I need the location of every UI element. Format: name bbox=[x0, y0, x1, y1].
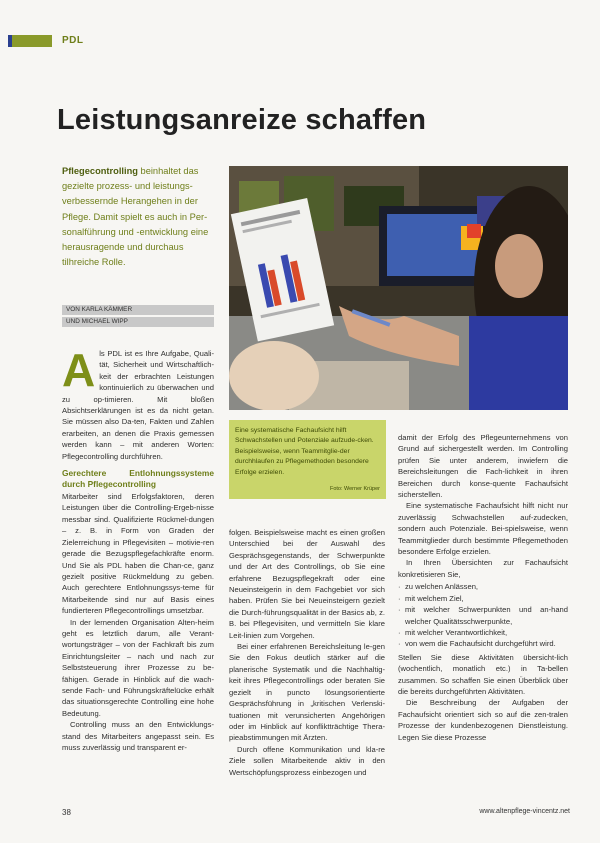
intro-text: beinhaltet das gezielte prozess- und leistungs-verbessernde Herangehen in der Pflege. Damit spielt es auch in Per-sonalführung und -entwicklung eine herausragende und durchaus tilhreiche Rolle. bbox=[62, 166, 209, 268]
paragraph: Stellen Sie diese Aktivitäten übersicht-lich (wochentlich, monatlich etc.) in Ta-bellen zusammen. So schaffen Sie einen Überblick über die bereits durchgeführten Aktivitäten. bbox=[398, 652, 568, 696]
text-column-3 bbox=[398, 432, 568, 743]
bullet-item: · mit welchem Ziel, bbox=[398, 593, 568, 604]
byline-author-2: UND MICHAEL WIPP bbox=[62, 317, 214, 327]
bullet-list bbox=[398, 581, 568, 649]
section-color-bar bbox=[8, 35, 52, 47]
paragraph: damit der Erfolg des Pflegeunternehmens von Grund auf sichergestellt werden. Im Controlling prüfen Sie unter anderem, inwiefern die Bereichsleitungen die Fach-lichkeit in ihren Bereichen durch konse-quente Fachaufsicht sicherstellen. bbox=[398, 433, 568, 500]
paragraph: folgen. Beispielsweise macht es einen großen Unterschied bei der Auswahl des Gesprächsgegenstands, der Schwerpunkte und der Art des Controllings, ob Sie eine erfahrene Bezugspflegekraft oder eine Neueinsteigerin in dem Fachgebiet vor sich haben. Prüfen Sie bei Neueinsteigern gezielt die Durch-führungsqualität in der Basics ab, z. B. bei Pflegevisiten, und vermitteln Sie klare Leit-linien zum Vorgehen. bbox=[229, 528, 385, 640]
bullet-item: · mit welcher Schwerpunkten und an-hand welcher Qualitätsschwerpunkte, bbox=[398, 604, 568, 627]
text-column-1 bbox=[62, 344, 214, 753]
section-label: PDL bbox=[62, 35, 84, 46]
paragraph: In Ihren Übersichten zur Fachaufsicht konkretisieren Sie, bbox=[398, 558, 568, 579]
callout-text: Eine systematische Fachaufsicht hilft Schwachstellen und Potenziale aufzude-cken. Beispielsweise, wenn Teammitglie-der durchhlaufen zu Pflegemethoden besondere Erfolge erzielen. bbox=[235, 427, 374, 476]
paragraph: Bei einer erfahrenen Bereichsleitung le-gen Sie den Fokus deutlich stärker auf die planerische Systematik und die Nachhaltig-keit ihres Pflegecontrollings oder beraten Sie gezielt in puncto lösungsorientierte Gesprächsführung in „kritischen Verlenski-tuationen mit verunsicherten Angehörigen oder im Hinblick auf konfliktträchtige Thera-pieabstimmungen mit Ärzten. bbox=[229, 642, 385, 743]
paragraph: ls PDL ist es Ihre Aufgabe, Quali-tät, Sicherheit und Wirtschaftlich-keit der erbrachten Leistungen kontinuierlich zu überwachen und zu op-timieren. Mit bloßen Absichtserklärungen ist es da nicht getan. Sie müssen also Da-ten, Fakten und Zahlen erarbeiten, an denen die Praxis gemessen werden kann – mit anderen Worten: Pflegecontrolling durchführen. bbox=[62, 349, 214, 461]
paragraph: Die Beschreibung der Aufgaben der Fachaufsicht orientiert sich so auf die zen-tralen Prozesse der kundenbezogenen Dienstleistung. Legen Sie diese Prozesse bbox=[398, 698, 568, 742]
bullet-item: · von wem die Fachaufsicht durchgeführt wird. bbox=[398, 638, 568, 649]
text-column-2 bbox=[229, 527, 385, 778]
paragraph: Controlling muss an den Entwicklungs-stand des Mitarbeiters angepasst sein. Es muss zuverlässig und transparent er- bbox=[62, 720, 214, 752]
drop-cap: A bbox=[62, 344, 96, 396]
bullet-item: · mit welcher Verantwortlichkeit, bbox=[398, 627, 568, 638]
paragraph: Eine systematische Fachaufsicht hilft nicht nur zuverlässig Schwachstellen auf-zudecken, sondern auch Potenziale. Bei-spielsweise, wenn Teammitglieder durch bestimmte Pflegemethoden besondere Erfolge erzielen. bbox=[398, 501, 568, 557]
article-intro bbox=[62, 164, 217, 270]
website-url: www.altenpflege-vincentz.net bbox=[479, 808, 570, 815]
bullet-item: · zu welchen Anlässen, bbox=[398, 581, 568, 592]
subheading: Gerechtere Entlohnungssysteme durch Pflegecontrolling bbox=[62, 468, 214, 489]
paragraph: Mitarbeiter sind Erfolgsfaktoren, deren Leistungen über die Controlling-Ergeb-nisse messbar sind. Qualifizierte Rückmel-dungen – z. B. in Form von Graden der Zielerreichung in Pflegevisiten – motivie-ren gerade die Bezugspflegefachkräfte enorm. Und Sie als PDL haben die Chan-ce, ganz gezielt positive Rückmeldung zu geben. Auch gerechtere Entlohnungssys-teme für Mitarbeitende sind nur auf Basis eines fundierteren Pflegecontrollings umsetzbar. bbox=[62, 492, 214, 616]
photo-illustration bbox=[229, 166, 568, 410]
paragraph: In der lernenden Organisation Alten-heim geht es letztlich darum, alle Verant-wortungsträger – von der Fachkraft bis zum Einrichtungsleiter – nach und nach zur Selbststeuerung ihrer Prozesse zu be-fähigen. Gerade in Hinblick auf die wach-sende Fach- und Führungskräftelücke erhält das situationsgerechte Controlling eine hohe Bedeutung. bbox=[62, 617, 214, 718]
article-photo bbox=[229, 166, 568, 410]
article-title: Leistungsanreize schaffen bbox=[57, 104, 427, 136]
intro-lead: Pflegecontrolling bbox=[62, 166, 138, 176]
photo-credit: Foto: Werner Krüper bbox=[329, 485, 380, 492]
photo-callout bbox=[229, 420, 386, 499]
byline-author-1: VON KARLA KÄMMER bbox=[62, 305, 214, 315]
section-marker bbox=[8, 35, 12, 47]
page-number: 38 bbox=[62, 808, 71, 817]
paragraph: Durch offene Kommunikation und kla-re Ziele sollen Mitarbeitende aktiv in den Wertschöpfungsprozess einbezogen und bbox=[229, 744, 385, 777]
